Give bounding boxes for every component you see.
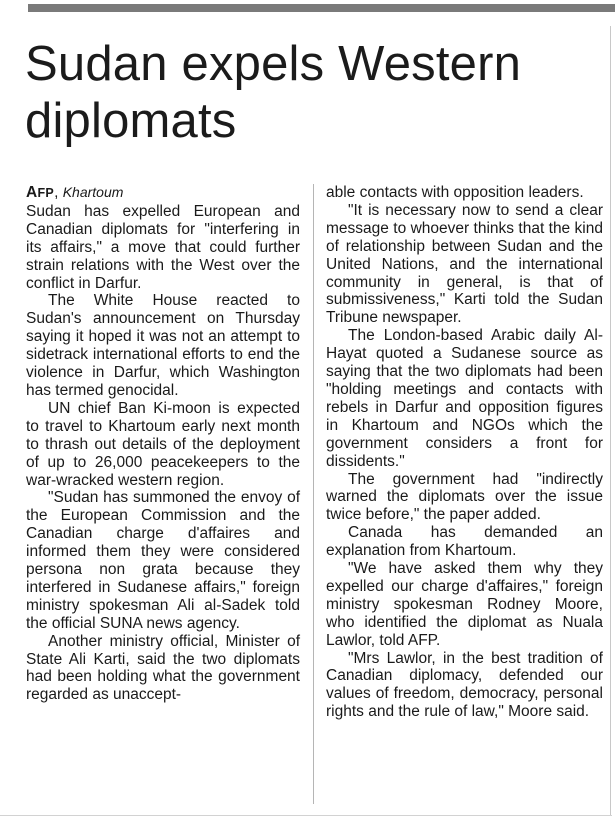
paragraph: Canada has demanded an explanation from Khartoum. (326, 524, 603, 560)
paragraph: Sudan has expelled European and Canadian diplomats for "interfering in its affairs," a move that could further strain relations with the West over the conflict in Darfur. (26, 202, 300, 292)
paragraph: "Sudan has summoned the envoy of the European Commission and the Canadian charge d'affaires and informed them they were considered persona non grata because they interfered in Sudanese affairs," foreign ministry spokesman Ali al-Sadek told the official SUNA news agency. (26, 489, 300, 632)
top-rule (28, 4, 615, 12)
paragraph: able contacts with opposition leaders. (326, 184, 584, 201)
headline: Sudan expels Western diplomats (25, 37, 522, 148)
byline-separator: , (54, 184, 63, 201)
byline (26, 184, 300, 203)
paragraph: UN chief Ban Ki-moon is expected to travel to Khartoum early next month to thrash out details of the deployment of up to 26,000 peacekeepers to the war-wracked western region. (26, 399, 300, 489)
paragraph: "It is necessary now to send a clear message to whoever thinks that the kind of relationship between Sudan and the United Nations, and the international community in general, is that of submissiveness," Karti told the Sudan Tribune newspaper. (326, 201, 603, 327)
column-divider (313, 184, 314, 804)
page-edge-bottom (0, 815, 612, 816)
page-edge-right (610, 26, 611, 816)
column-2-body (326, 184, 603, 721)
byline-location: Khartoum (62, 184, 124, 200)
byline-agency-initial: A (26, 184, 38, 201)
column-1-body (26, 203, 300, 704)
byline-agency (26, 184, 54, 201)
byline-agency-rest: FP (37, 186, 55, 200)
paragraph: The London-based Arabic daily Al-Hayat quoted a Sudanese source as saying that the two diplomats had been "holding meetings and contacts with rebels in Darfur and opposition figures in Khartoum and NGOs which the government considers a front for dissidents." (326, 327, 603, 470)
article-column-2 (326, 184, 603, 721)
paragraph: The government had "indirectly warned the diplomats over the issue twice before," the paper added. (326, 470, 603, 524)
article-column-1 (26, 184, 300, 704)
paragraph: Another ministry official, Minister of State Ali Karti, said the two diplomats had been holding what the government regarded as unaccept- (26, 632, 300, 704)
paragraph: The White House reacted to Sudan's announcement on Thursday saying it hoped it was not an attempt to sidetrack international efforts to end the violence in Darfur, which Washington has termed genocidal. (26, 292, 300, 399)
paragraph: "Mrs Lawlor, in the best tradition of Canadian diplomacy, defended our values of freedom, democracy, personal rights and the rule of law," Moore said. (326, 649, 603, 721)
paragraph: "We have asked them why they expelled our charge d'affaires," foreign ministry spokesman Rodney Moore, who identified the diplomat as Nuala Lawlor, told AFP. (326, 560, 603, 649)
